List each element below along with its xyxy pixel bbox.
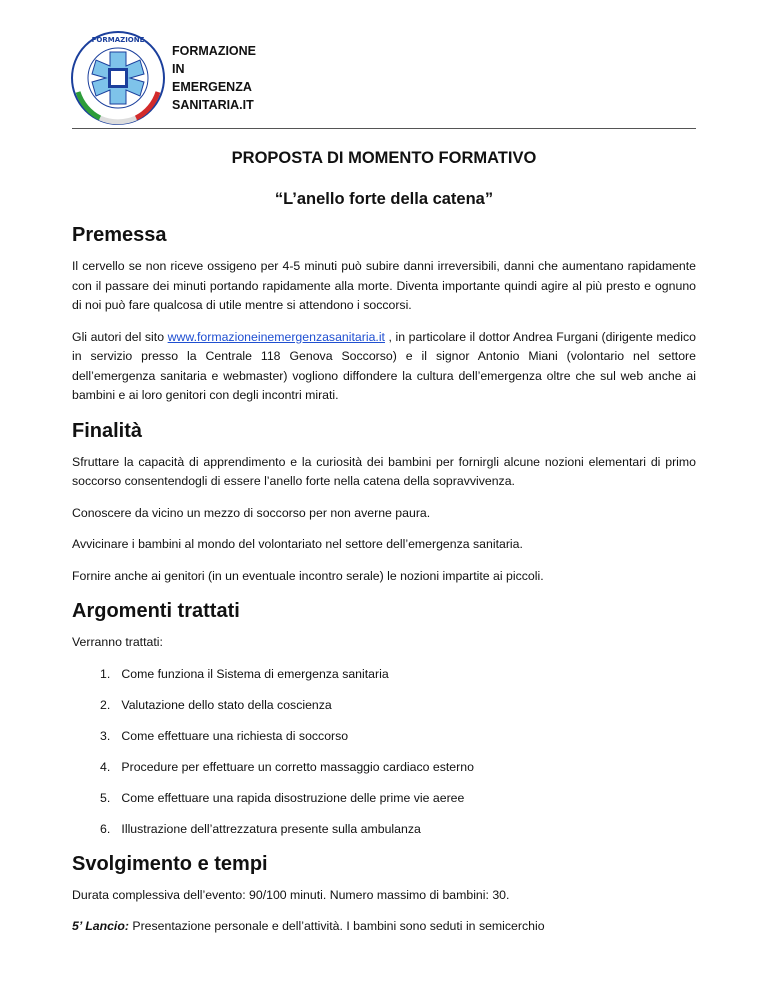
section-heading: Finalità [72, 419, 143, 442]
list-text: Valutazione dello stato della coscienza [121, 697, 332, 712]
brand-line: IN [172, 62, 185, 76]
list-item [100, 820, 696, 839]
document-subtitle: “L’anello forte della catena” [274, 190, 494, 208]
list-item [100, 789, 696, 808]
paragraph: Avvicinare i bambini al mondo del volontariato nel settore dell’emergenza sanitaria. [72, 537, 523, 551]
logo-emblem-icon [70, 30, 166, 126]
paragraph: Il cervello se non riceve ossigeno per 4-5 minuti può subire danni irreversibili, danni che aumentano rapidamente con il passare dei minuti portando rapidamente alla morte. Diventa importante quindi agire al più presto e ognuno di noi può fare qualcosa di utile mentre si attendono i soccorsi. [72, 259, 696, 312]
section-svolgimento [72, 851, 696, 937]
list-text: Come funziona il Sistema di emergenza sanitaria [121, 666, 389, 681]
list-item [100, 696, 696, 715]
section-finalita [72, 418, 696, 587]
paragraph-text: Gli autori del sito [72, 329, 168, 344]
list-text: Come effettuare una rapida disostruzione delle prime vie aeree [121, 790, 465, 805]
site-link[interactable]: www.formazioneinemergenzasanitaria.it [167, 329, 385, 344]
paragraph-text: Presentazione personale e dell’attività. I bambini sono seduti in semicerchio [128, 919, 545, 933]
list-number: 1. [100, 666, 111, 681]
paragraph: Sfruttare la capacità di apprendimento e la curiosità dei bambini per fornirgli alcune nozioni elementari di primo soccorso consentendogli di essere l’anello forte nella catena della sopravvivenza. [72, 454, 696, 488]
list-number: 2. [100, 697, 111, 712]
list-number: 5. [100, 790, 111, 805]
paragraph [72, 328, 696, 406]
paragraph-lead: 5’ Lancio: [72, 919, 129, 933]
list-item [100, 758, 696, 777]
paragraph: Verranno trattati: [72, 635, 163, 649]
paragraph: Conoscere da vicino un mezzo di soccorso per non averne paura. [72, 505, 431, 520]
paragraph: Durata complessiva dell’evento: 90/100 minuti. Numero massimo di bambini: 30. [72, 887, 510, 902]
topics-list [72, 665, 696, 839]
document-title: PROPOSTA DI MOMENTO FORMATIVO [231, 149, 537, 167]
list-item [100, 727, 696, 746]
brand-name [172, 42, 256, 114]
section-premessa [72, 222, 696, 406]
section-heading: Argomenti trattati [72, 600, 240, 622]
header-divider [72, 128, 696, 129]
list-number: 4. [100, 759, 111, 774]
brand-line: FORMAZIONE [172, 44, 257, 58]
list-text: Come effettuare una richiesta di soccorso [121, 728, 349, 743]
list-number: 6. [100, 821, 111, 836]
list-text: Procedure per effettuare un corretto massaggio cardiaco esterno [121, 759, 474, 774]
list-number: 3. [100, 728, 111, 743]
logo [70, 30, 166, 126]
paragraph [72, 917, 696, 937]
section-heading: Svolgimento e tempi [72, 852, 268, 875]
paragraph: Fornire anche ai genitori (in un eventuale incontro serale) le nozioni impartite ai piccoli. [72, 568, 544, 583]
paragraph-text: , in particolare il dottor Andrea Furgani (dirigente medico in servizio presso la Centrale 118 Genova Soccorso) e il signor Antonio Miani (volontario nel settore dell’emergenza sanitaria e webmaster) vogliono diffondere la cultura dell’emergenza oltre che sul web anche ai bambini e ai loro genitori con degli incontri mirati. [72, 329, 696, 402]
section-argomenti [72, 598, 696, 839]
brand-line: SANITARIA.IT [172, 98, 254, 112]
list-item [100, 665, 696, 684]
list-text: Illustrazione dell’attrezzatura presente sulla ambulanza [121, 821, 421, 836]
svg-text:FORMAZIONE: FORMAZIONE [91, 36, 145, 44]
document-body [72, 222, 696, 949]
brand-line: EMERGENZA [172, 80, 252, 94]
section-heading: Premessa [72, 224, 167, 246]
